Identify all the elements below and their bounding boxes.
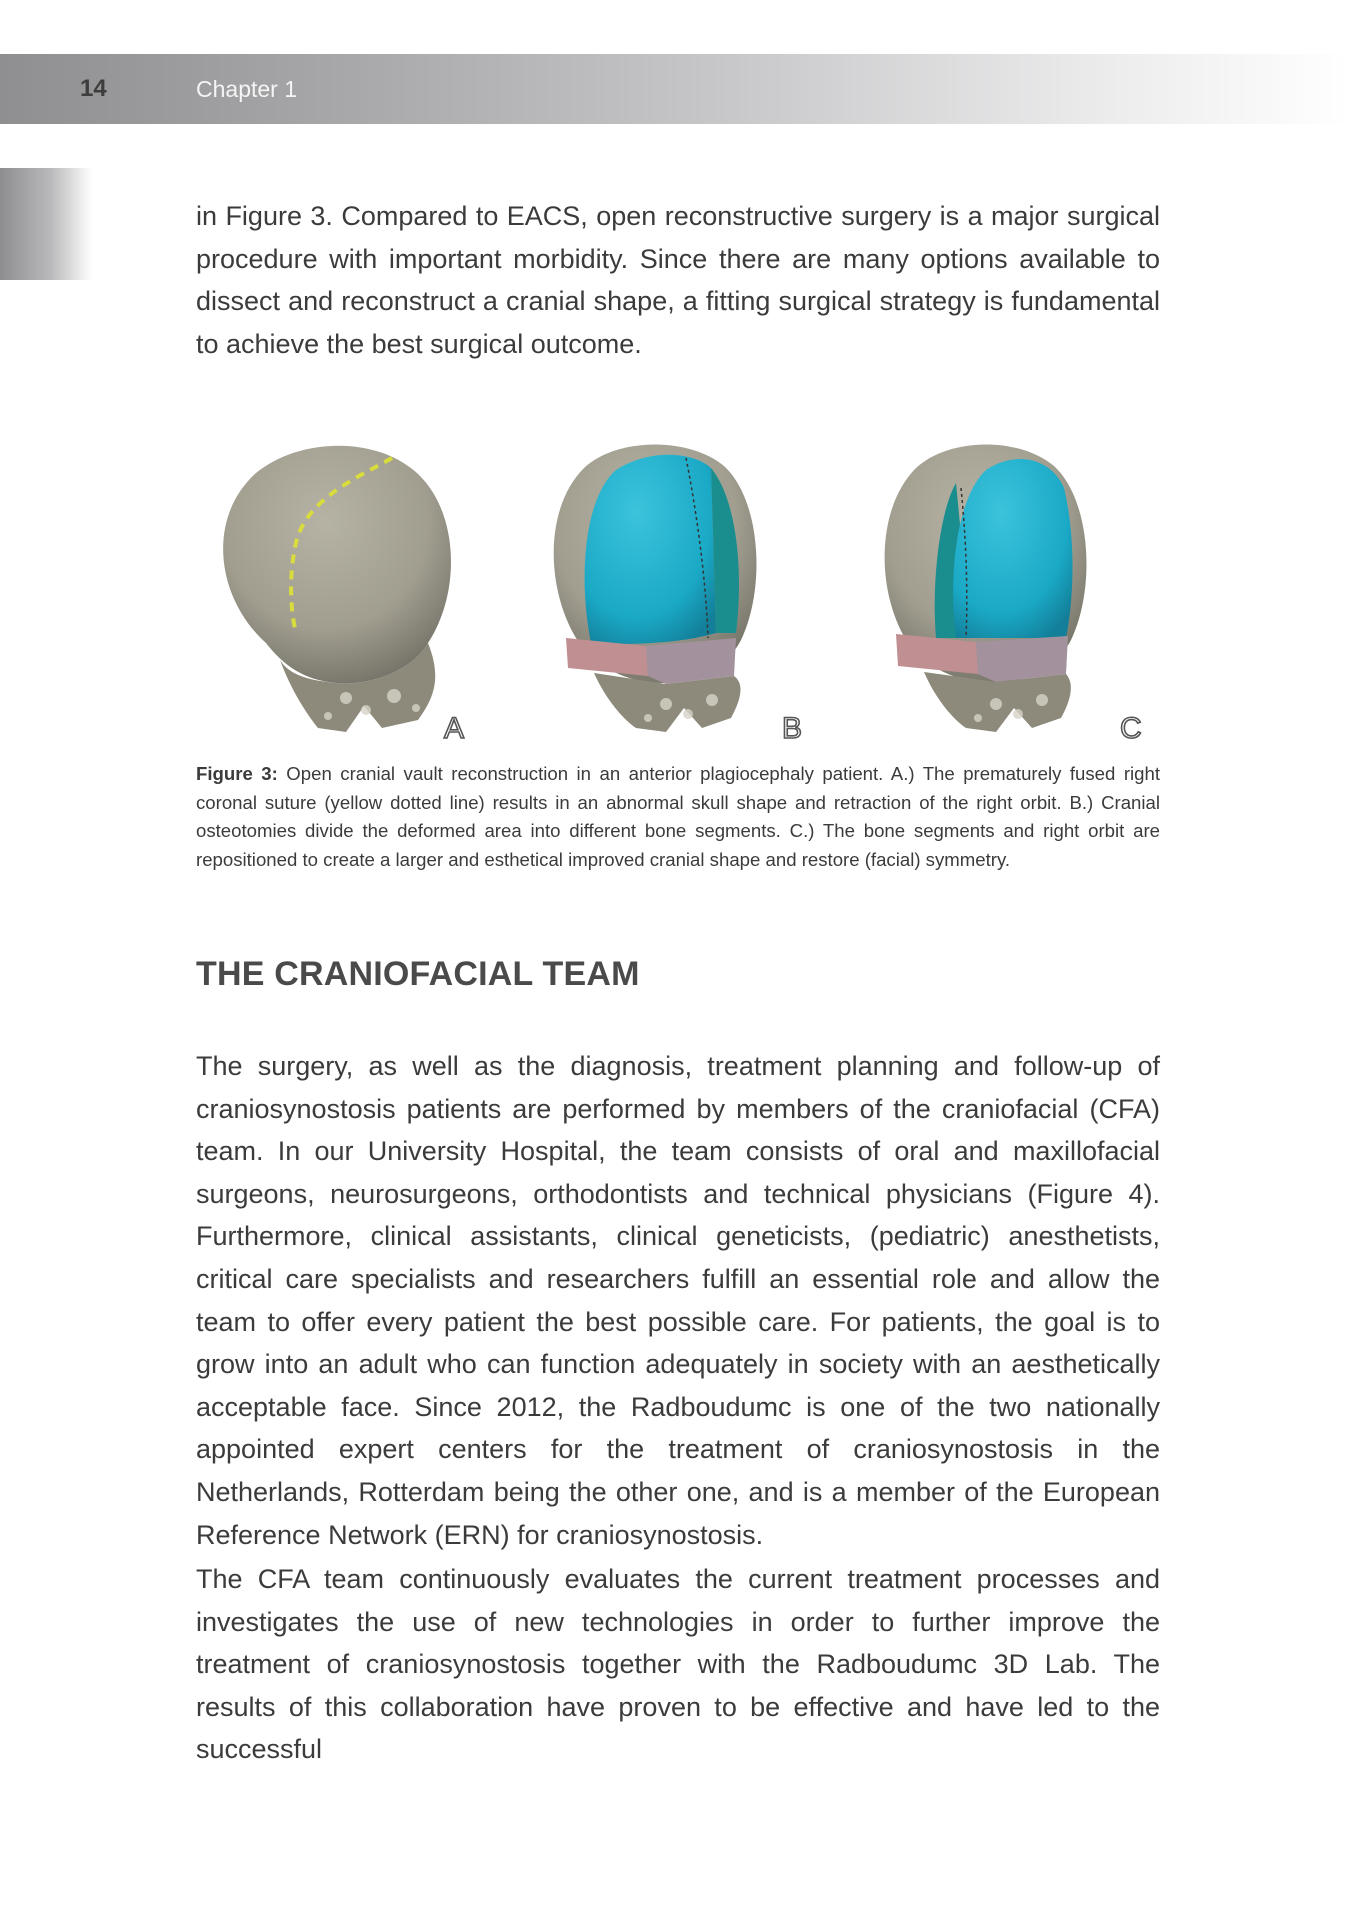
figure-3-image <box>196 428 1160 748</box>
intro-paragraph-text: in Figure 3. Compared to EACS, open reconstructive surgery is a major surgical procedure with important morbidity. Since there are many options available to dissect and reconstruct a cranial shape, a fitting surgical strategy is fundamental to achieve the best surgical outcome. <box>196 201 1160 359</box>
panel-label-c: C <box>1120 712 1142 745</box>
section-paragraph-2 <box>196 1558 1160 1771</box>
section-paragraph-2-text: The CFA team continuously evaluates the current treatment processes and investigates the use of new technologies in order to further improve the treatment of craniosynostosis together with the Radboudumc 3D Lab. The results of this collaboration have proven to be effective and have led to the successful <box>196 1564 1160 1765</box>
chapter-thumb-tab <box>0 168 92 280</box>
page-number: 14 <box>80 75 107 102</box>
figure-3 <box>196 428 1160 748</box>
panel-label-a: A <box>444 712 465 745</box>
section-paragraph-1-text: The surgery, as well as the diagnosis, treatment planning and follow-up of craniosynostosis patients are performed by members of the craniofacial (CFA) team. In our University Hospital, the team consists of oral and maxillofacial surgeons, neurosurgeons, orthodontists and technical physicians (Figure 4). Furthermore, clinical assistants, clinical geneticists, (pediatric) anesthetists, critical care specialists and researchers fulfill an essential role and allow the team to offer every patient the best possible care. For patients, the goal is to grow into an adult who can function adequately in society with an aesthetically acceptable face. Since 2012, the Radboudumc is one of the two nationally appointed expert centers for the treatment of craniosynostosis in the Netherlands, Rotterdam being the other one, and is a member of the European Reference Network (ERN) for craniosynostosis. <box>196 1051 1160 1550</box>
caption-label: Figure 3: <box>196 763 278 784</box>
intro-paragraph <box>196 195 1160 365</box>
running-header <box>0 54 1352 124</box>
section-paragraph-1 <box>196 1045 1160 1556</box>
panel-label-b: B <box>782 712 803 745</box>
section-heading: THE CRANIOFACIAL TEAM <box>196 955 640 993</box>
caption-text: Open cranial vault reconstruction in an anterior plagiocephaly patient. A.) The prematurely fused right coronal suture (yellow dotted line) results in an abnormal skull shape and retraction of the right orbit. B.) Cranial osteotomies divide the deformed area into different bone segments. C.) The bone segments and right orbit are repositioned to create a larger and esthetical improved cranial shape and restore (facial) symmetry. <box>196 763 1160 870</box>
figure-3-caption <box>196 760 1160 874</box>
chapter-label: Chapter 1 <box>196 76 298 102</box>
